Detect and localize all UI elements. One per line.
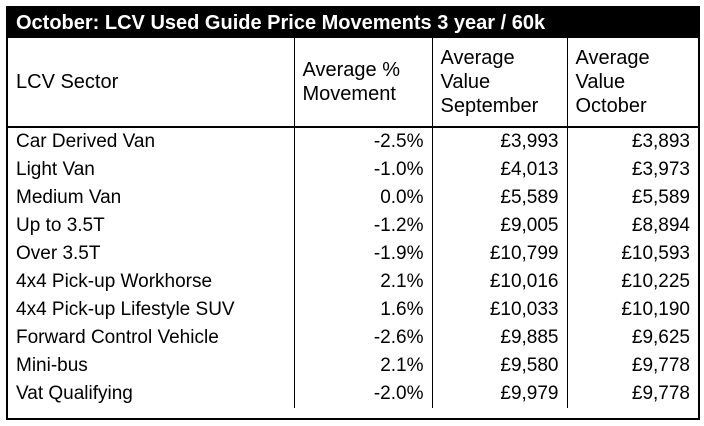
table-row — [8, 380, 698, 408]
cell-sector: Mini-bus — [16, 355, 88, 376]
cell-value-september: £9,979 — [432, 380, 567, 408]
cell-value-september: £5,589 — [432, 184, 567, 212]
cell-value-september: £3,993 — [432, 127, 567, 156]
cell-sector: 4x4 Pick-up Workhorse — [16, 271, 213, 292]
cell-value-september: £9,885 — [432, 324, 567, 352]
cell-sector: Over 3.5T — [16, 243, 101, 264]
table-row — [8, 156, 698, 184]
cell-sector: Light Van — [16, 159, 95, 180]
header-oct-line1: Average — [575, 47, 650, 69]
cell-movement: 0.0% — [294, 184, 432, 212]
cell-value-september: £4,013 — [432, 156, 567, 184]
header-lcv-sector — [8, 38, 294, 127]
cell-value-october: £8,894 — [567, 212, 698, 240]
cell-sector: Forward Control Vehicle — [16, 327, 219, 348]
cell-movement: 2.1% — [294, 352, 432, 380]
header-value-september — [432, 38, 567, 127]
table-row — [8, 240, 698, 268]
cell-sector: Car Derived Van — [16, 131, 156, 152]
cell-sector: 4x4 Pick-up Lifestyle SUV — [16, 299, 235, 320]
cell-movement: -1.2% — [294, 212, 432, 240]
header-oct-line2: Value — [575, 71, 626, 93]
cell-value-september: £9,580 — [432, 352, 567, 380]
cell-value-october: £9,778 — [567, 352, 698, 380]
table-row — [8, 324, 698, 352]
cell-value-october: £3,893 — [567, 127, 698, 156]
cell-value-october: £5,589 — [567, 184, 698, 212]
cell-value-october: £9,625 — [567, 324, 698, 352]
header-sep-line2: Value — [440, 71, 491, 93]
header-row — [8, 38, 698, 127]
header-movement-line2: Movement — [302, 83, 396, 105]
header-oct-line3: October — [575, 95, 647, 117]
header-movement-line1: Average % — [302, 59, 400, 81]
table-row — [8, 127, 698, 156]
cell-value-october: £10,225 — [567, 268, 698, 296]
table-row — [8, 268, 698, 296]
cell-value-september: £9,005 — [432, 212, 567, 240]
table-row — [8, 352, 698, 380]
cell-sector: Medium Van — [16, 187, 122, 208]
cell-sector: Up to 3.5T — [16, 215, 105, 236]
header-average-movement — [294, 38, 432, 127]
cell-value-september: £10,033 — [432, 296, 567, 324]
header-sep-line1: Average — [440, 47, 515, 69]
cell-movement: -1.9% — [294, 240, 432, 268]
cell-value-september: £10,016 — [432, 268, 567, 296]
table-title: October: LCV Used Guide Price Movements 3 year / 60k — [8, 8, 698, 38]
table-row — [8, 184, 698, 212]
cell-sector: Vat Qualifying — [16, 383, 133, 404]
header-value-october — [567, 38, 698, 127]
cell-value-october: £10,190 — [567, 296, 698, 324]
cell-value-october: £3,973 — [567, 156, 698, 184]
table-row — [8, 212, 698, 240]
cell-movement: -2.0% — [294, 380, 432, 408]
cell-movement: 2.1% — [294, 268, 432, 296]
price-movements-table — [8, 38, 698, 408]
price-movements-table-frame — [6, 6, 700, 420]
header-lcv-sector-label: LCV Sector — [16, 71, 119, 93]
cell-value-october: £9,778 — [567, 380, 698, 408]
cell-movement: -2.5% — [294, 127, 432, 156]
cell-value-october: £10,593 — [567, 240, 698, 268]
cell-movement: -2.6% — [294, 324, 432, 352]
cell-movement: 1.6% — [294, 296, 432, 324]
header-sep-line3: September — [440, 95, 539, 117]
cell-movement: -1.0% — [294, 156, 432, 184]
table-row — [8, 296, 698, 324]
cell-value-september: £10,799 — [432, 240, 567, 268]
